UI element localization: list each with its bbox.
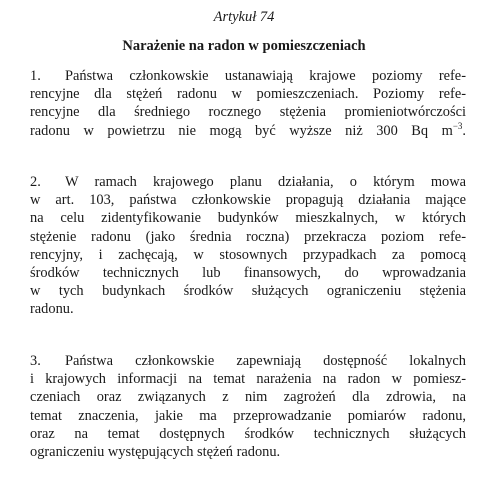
- paragraph-line: czeniach oraz związanych z nim zagrożeń dla zdrowia, na: [30, 389, 466, 406]
- paragraph-line: [30, 122, 466, 140]
- paragraph-number: 2.: [30, 174, 41, 190]
- article-number: Artykuł 74: [213, 9, 275, 25]
- paragraph-line: ograniczeniu występujących stężeń radonu.: [30, 444, 281, 461]
- line-tail: .: [462, 122, 466, 139]
- article-title: Narażenie na radon w pomieszczeniach: [122, 38, 366, 54]
- paragraph-line: rencyjny, i zachęcają, w stosownych przypadkach za pomocą: [30, 246, 466, 263]
- paragraph-1: [30, 67, 466, 140]
- paragraph-line: [30, 352, 466, 370]
- paragraph-line: i krajowych informacji na temat narażenia na radon w pomiesz-: [30, 371, 466, 388]
- line-text: radonu w powietrzu nie mogą być wyższe niż 300 Bq m: [30, 122, 453, 139]
- superscript: −3: [452, 120, 463, 131]
- paragraph-line: na celu zidentyfikowanie budynków mieszkalnych, w których: [30, 210, 466, 227]
- paragraph-line: oraz na temat dostępnych środków technicznych służących: [30, 425, 466, 442]
- paragraph-number: 1.: [30, 68, 41, 84]
- paragraph-line: rencyjne dla stężeń radonu w pomieszczeniach. Poziomy refe-: [30, 86, 466, 103]
- paragraph-2: [30, 173, 466, 319]
- paragraph-line: stężenie radonu (jako średnia roczna) przekracza poziom refe-: [30, 228, 466, 245]
- line-text: Państwa członkowskie ustanawiają krajowe poziomy refe-: [65, 68, 466, 84]
- line-text: W ramach krajowego planu działania, o którym mowa: [65, 174, 466, 190]
- paragraph-number: 3.: [30, 353, 41, 369]
- paragraph-line: temat znaczenia, jakie ma przeprowadzanie pomiarów radonu,: [30, 407, 466, 424]
- paragraph-line: w art. 103, państwa członkowskie propagują działania mające: [30, 192, 466, 209]
- paragraph-line: rencyjne dla średniego rocznego stężenia promieniotwórczości: [30, 104, 466, 121]
- paragraph-line: [30, 67, 466, 85]
- paragraph-line: środków technicznych lub finansowych, do wprowadzania: [30, 265, 466, 282]
- paragraph-line: [30, 173, 466, 191]
- paragraph-line: w tych budynkach środków służących ograniczeniu stężenia: [30, 283, 466, 300]
- paragraph-3: [30, 352, 466, 461]
- paragraph-line: radonu.: [30, 301, 74, 318]
- line-text: Państwa członkowskie zapewniają dostępność lokalnych: [65, 353, 466, 369]
